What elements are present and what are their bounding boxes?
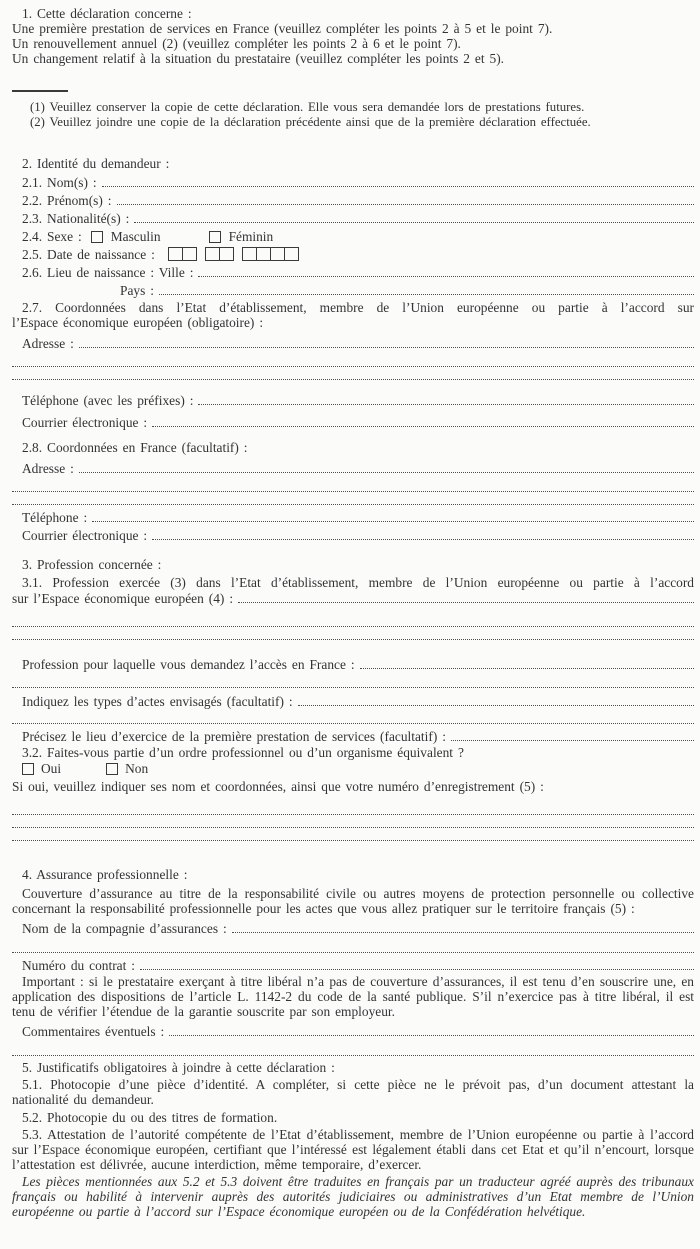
field-lieu-exercice-fill[interactable]: [451, 740, 694, 741]
date-digit-box[interactable]: [182, 247, 197, 261]
date-digit-box[interactable]: [219, 247, 234, 261]
date-digit-box[interactable]: [242, 247, 257, 261]
field-adresse-france-fill[interactable]: [79, 472, 694, 473]
section3-title: 3. Profession concernée :: [22, 557, 162, 572]
field-telephone-france-fill[interactable]: [92, 521, 694, 522]
field-telephone-france-label: Téléphone :: [22, 510, 88, 525]
field-nationalites-fill[interactable]: [134, 222, 694, 223]
field-lieu-exercice: [12, 726, 694, 744]
field-telephone-prefixes-fill[interactable]: [198, 404, 694, 405]
dotted-fill-line[interactable]: [12, 940, 694, 953]
field-lieu-exercice-label: Précisez le lieu d’exercice de la première prestation de services (facultatif) :: [22, 729, 446, 744]
field-prenoms: [12, 190, 694, 208]
date-year-boxes: [243, 246, 299, 262]
field-noms-fill[interactable]: [102, 186, 694, 187]
field-adresse-fill[interactable]: [79, 347, 694, 348]
field-types-actes-label: Indiquez les types d’actes envisagés (facultatif) :: [22, 694, 293, 709]
field-courriel-france-label: Courrier électronique :: [22, 528, 148, 543]
field-compagnie-assurances: [12, 918, 694, 936]
field-types-actes-fill[interactable]: [298, 705, 694, 706]
field-pays-label: Pays :: [120, 283, 154, 298]
date-digit-box[interactable]: [284, 247, 299, 261]
field-profession-acces: [12, 654, 694, 672]
footnote-1: (1) Veuillez conserver la copie de cette déclaration. Elle vous sera demandée lors de prestations futures.: [30, 100, 585, 114]
field-date-naissance: [12, 244, 694, 262]
field-noms: [12, 172, 694, 190]
dotted-fill-line[interactable]: [12, 802, 694, 815]
field-numero-contrat-fill[interactable]: [140, 969, 694, 970]
dotted-fill-line[interactable]: [12, 627, 694, 640]
field-courriel-label: Courrier électronique :: [22, 415, 148, 430]
field-commentaires-fill[interactable]: [169, 1035, 694, 1036]
field-28-title: 2.8. Coordonnées en France (facultatif) :: [22, 440, 248, 455]
field-types-actes: [12, 691, 694, 709]
field-sexe-label: 2.4. Sexe :: [22, 229, 82, 244]
date-digit-box[interactable]: [256, 247, 271, 261]
ordre-options: [12, 761, 694, 777]
field-date-naissance-label: 2.5. Date de naissance :: [22, 247, 155, 262]
field-adresse-etablissement: [12, 333, 694, 351]
field-lieu-naissance-ville: [12, 262, 694, 280]
checkbox-masculin[interactable]: [91, 231, 103, 243]
dotted-fill-line[interactable]: [12, 815, 694, 828]
field-adresse-label: Adresse :: [22, 336, 74, 351]
field-27-line1: 2.7. Coordonnées dans l’Etat d’établissement, membre de l’Union européenne ou partie à l’accord sur: [22, 300, 694, 315]
field-numero-contrat-label: Numéro du contrat :: [22, 958, 136, 973]
field-commentaires-label: Commentaires éventuels :: [22, 1024, 165, 1039]
field-courriel-france-fill[interactable]: [152, 539, 694, 540]
assurance-intro: Couverture d’assurance au titre de la responsabilité civile ou autres moyens de protection personnelle ou collective concernant la responsabilité professionnelle pour les actes que vous allez pratiquer sur le territoire français (5) :: [12, 886, 694, 916]
dotted-fill-line[interactable]: [12, 1043, 694, 1056]
justificatif-53: 5.3. Attestation de l’autorité compétente de l’Etat d’établissement, membre de l’Union européenne ou partie à l’accord sur l’Espace économique européen, certifiant que l’intéressé est légalement établi dans cet Etat et qu’il n’encourt, lorsque l’attestation est délivrée, aucune interdiction, même temporaire, d’exercer.: [12, 1127, 694, 1172]
date-digit-box[interactable]: [270, 247, 285, 261]
declaration-option-changement: Un changement relatif à la situation du prestataire (veuillez compléter les points 2 et 5).: [12, 51, 505, 66]
translation-note: Les pièces mentionnées aux 5.2 et 5.3 doivent être traduites en français par un traducteur agréé auprès des tribunaux français ou habilité à intervenir auprès des autorités judiciaires ou administratives d’un Etat membre de l’Union européenne ou partie à l’accord sur l’Espace économique européen ou de la Confédération helvétique.: [12, 1174, 694, 1219]
section2-title: 2. Identité du demandeur :: [22, 156, 170, 171]
field-31-fill[interactable]: [238, 602, 694, 603]
field-courriel-france: [12, 525, 694, 543]
date-month-boxes: [206, 246, 234, 262]
field-profession-acces-fill[interactable]: [360, 668, 694, 669]
field-adresse-france-label: Adresse :: [22, 461, 74, 476]
footnote-separator: [12, 90, 68, 92]
field-profession-acces-label: Profession pour laquelle vous demandez l’accès en France :: [22, 657, 355, 672]
field-prenoms-label: 2.2. Prénom(s) :: [22, 193, 112, 208]
checkbox-feminin[interactable]: [209, 231, 221, 243]
declaration-option-premiere: Une première prestation de services en France (veuillez compléter les points 2 à 5 et le point 7).: [12, 21, 553, 36]
label-feminin: Féminin: [228, 228, 274, 244]
date-day-boxes: [169, 246, 197, 262]
assurance-important-note: Important : si le prestataire exerçant à titre libéral n’a pas de couverture d’assurances, il est tenu d’en souscrire une, en application des dispositions de l’article L. 1142-2 du code de la santé publique. S’il n’exercice pas à titre libéral, il est tenu de vérifier l’étendue de la garantie souscrite par son employeur.: [12, 974, 694, 1019]
field-31-line1: 3.1. Profession exercée (3) dans l’Etat d’établissement, membre de l’Union européenne ou partie à l’accord: [22, 575, 694, 590]
section1-title: 1. Cette déclaration concerne :: [22, 6, 192, 21]
dotted-fill-line[interactable]: [12, 711, 694, 724]
label-oui: Oui: [41, 761, 62, 776]
footnote-2: (2) Veuillez joindre une copie de la déclaration précédente ainsi que de la première déclaration effectuée.: [30, 115, 591, 129]
field-numero-contrat: [12, 955, 694, 973]
field-ville-fill[interactable]: [198, 276, 694, 277]
checkbox-non[interactable]: [106, 763, 118, 775]
date-digit-box[interactable]: [205, 247, 220, 261]
field-adresse-france: [12, 458, 694, 476]
field-compagnie-label: Nom de la compagnie d’assurances :: [22, 921, 227, 936]
field-sexe: [12, 226, 694, 244]
field-nationalites-label: 2.3. Nationalité(s) :: [22, 211, 130, 226]
dotted-fill-line[interactable]: [12, 354, 694, 367]
sexe-options: [87, 229, 273, 244]
field-pays: [12, 280, 694, 298]
field-pays-fill[interactable]: [159, 294, 694, 295]
field-compagnie-fill[interactable]: [232, 932, 694, 933]
field-nationalites: [12, 208, 694, 226]
dotted-fill-line[interactable]: [12, 828, 694, 841]
field-noms-label: 2.1. Nom(s) :: [22, 175, 97, 190]
label-non: Non: [125, 761, 149, 776]
field-courriel-fill[interactable]: [152, 426, 694, 427]
field-prenoms-fill[interactable]: [117, 204, 695, 205]
field-27-line2: l’Espace économique européen (obligatoire) :: [12, 315, 264, 330]
field-telephone-prefixes: [12, 390, 694, 408]
justificatif-51: 5.1. Photocopie d’une pièce d’identité. A compléter, si cette pièce ne le prévoit pas, d’un document attestant la nationalité du demandeur.: [12, 1077, 694, 1107]
dotted-fill-line[interactable]: [12, 492, 694, 505]
question-ordre-professionnel: 3.2. Faites-vous partie d’un ordre professionnel ou d’un organisme équivalent ?: [22, 745, 464, 760]
justificatif-52: 5.2. Photocopie du ou des titres de formation.: [22, 1110, 278, 1125]
date-digit-box[interactable]: [168, 247, 183, 261]
section5-title: 5. Justificatifs obligatoires à joindre à cette déclaration :: [22, 1060, 335, 1075]
field-courriel-etablissement: [12, 412, 694, 430]
dotted-fill-line[interactable]: [12, 614, 694, 627]
field-lieu-naissance-label: 2.6. Lieu de naissance : Ville :: [22, 265, 194, 280]
dotted-fill-line[interactable]: [12, 479, 694, 492]
declaration-option-renouvellement: Un renouvellement annuel (2) (veuillez compléter les points 2 à 6 et le point 7).: [12, 36, 461, 51]
field-31-label: sur l’Espace économique européen (4) :: [12, 591, 234, 606]
section4-title: 4. Assurance professionnelle :: [22, 867, 188, 882]
checkbox-oui[interactable]: [22, 763, 34, 775]
field-31-line2: [12, 590, 694, 606]
label-masculin: Masculin: [110, 228, 161, 244]
dotted-fill-line[interactable]: [12, 675, 694, 688]
field-telephone-france: [12, 507, 694, 525]
dotted-fill-line[interactable]: [12, 367, 694, 380]
field-commentaires: [12, 1021, 694, 1039]
instruction-si-oui: Si oui, veuillez indiquer ses nom et coordonnées, ainsi que votre numéro d’enregistrement (5) :: [12, 779, 544, 794]
field-telephone-prefixes-label: Téléphone (avec les préfixes) :: [22, 393, 194, 408]
